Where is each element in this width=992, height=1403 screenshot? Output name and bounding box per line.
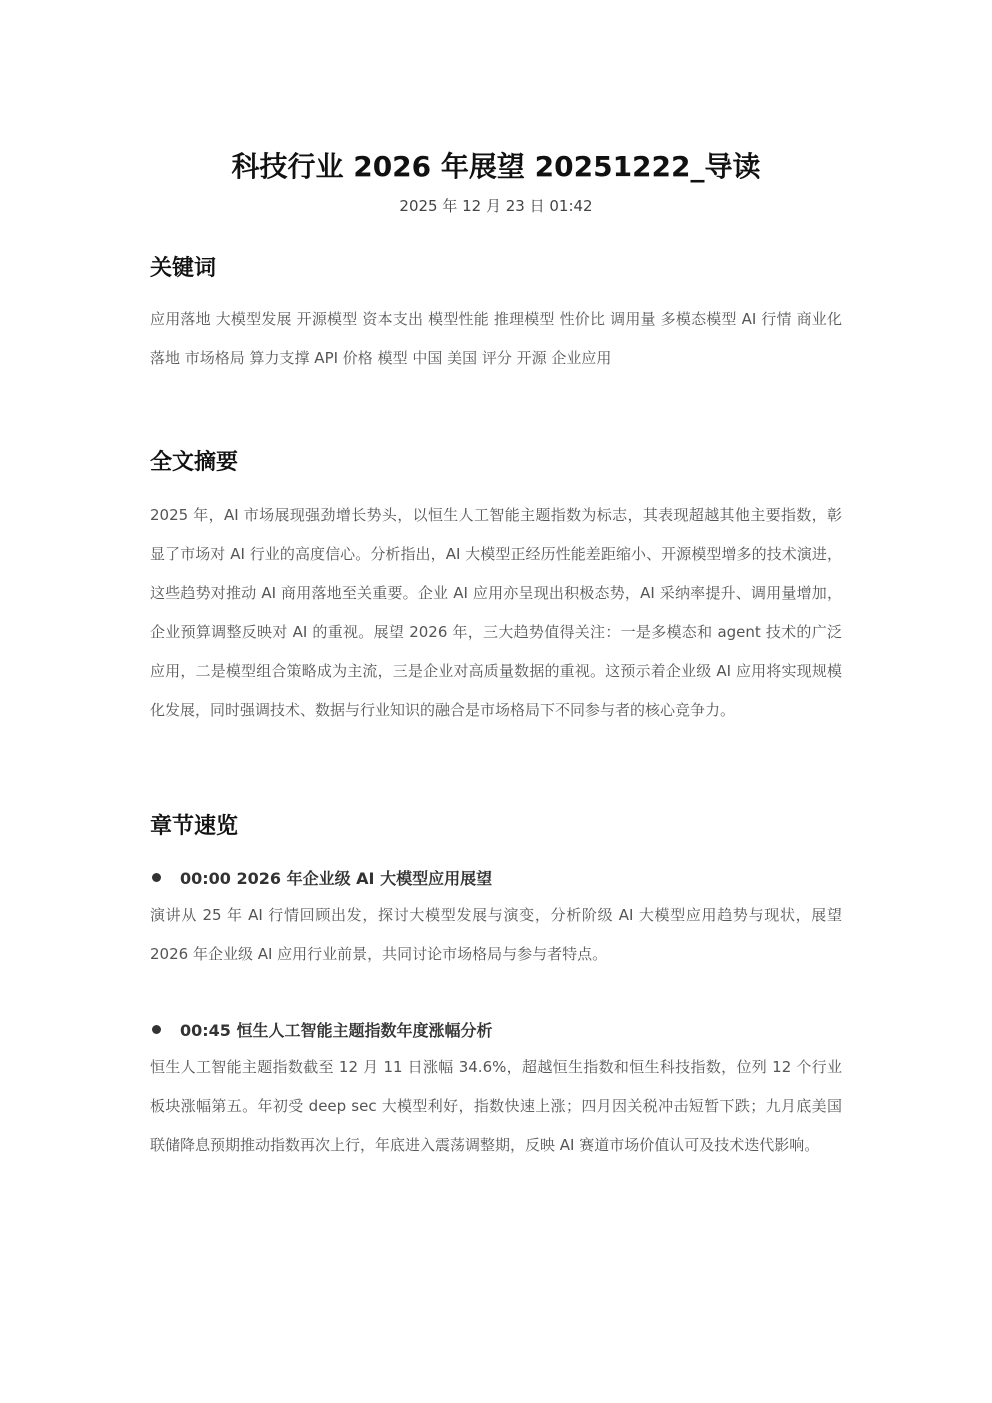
chapter-text: 恒生人工智能主题指数截至 12 月 11 日涨幅 34.6%，超越恒生指数和恒生科技指数，位列 12 个行业板块涨幅第五。年初受 deep sec 大模型利好，指数快速上涨；四月因关税冲击短暂下跌；九月底美国联储降息预期推动指数再次上行，年底进入震荡调整期，反映 AI 赛道市场价值认可及技术迭代影响。 [150, 1058, 842, 1154]
summary-text: 2025 年，AI 市场展现强劲增长势头，以恒生人工智能主题指数为标志，其表现超越其他主要指数，彰显了市场对 AI 行业的高度信心。分析指出，AI 大模型正经历性能差距缩小、开源模型增多的技术演进，这些趋势对推动 AI 商用落地至关重要。企业 AI 应用亦呈现出积极态势，AI 采纳率提升、调用量增加，企业预算调整反映对 AI 的重视。展望 2026 年，三大趋势值得关注：一是多模态和 agent 技术的广泛应用，二是模型组合策略成为主流，三是企业对高质量数据的重视。这预示着企业级 AI 应用将实现规模化发展，同时强调技术、数据与行业知识的融合是市场格局下不同参与者的核心竞争力。 [150, 506, 842, 719]
chapter-header [150, 862, 842, 892]
bullet-icon [152, 1025, 161, 1034]
keywords-text: 应用落地 大模型发展 开源模型 资本支出 模型性能 推理模型 性价比 调用量 多模态模型 AI 行情 商业化落地 市场格局 算力支撑 API 价格 模型 中国 美国 评分 开源 企业应用 [150, 310, 842, 367]
chapter-item [150, 1014, 842, 1165]
keywords-heading: 关键词 [150, 256, 217, 281]
bullet-icon [152, 873, 161, 882]
chapter-title: 00:45 恒生人工智能主题指数年度涨幅分析 [180, 1020, 493, 1040]
chapter-header [150, 1014, 842, 1044]
document-title: 科技行业 2026 年展望 20251222_导读 [231, 150, 761, 183]
chapter-title: 00:00 2026 年企业级 AI 大模型应用展望 [180, 868, 493, 888]
chapters-heading: 章节速览 [150, 814, 239, 839]
document-date: 2025 年 12 月 23 日 01:42 [399, 197, 593, 215]
summary-heading: 全文摘要 [150, 450, 239, 475]
chapter-text: 演讲从 25 年 AI 行情回顾出发，探讨大模型发展与演变，分析阶级 AI 大模型应用趋势与现状，展望 2026 年企业级 AI 应用行业前景，共同讨论市场格局与参与者特点。 [150, 906, 842, 963]
chapter-item [150, 862, 842, 974]
